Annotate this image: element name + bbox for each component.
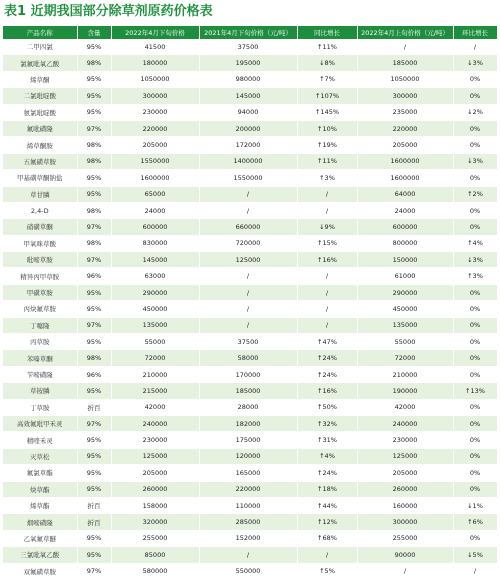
content-cell: 95%	[77, 383, 111, 399]
table-row	[3, 399, 497, 415]
table-row	[3, 39, 497, 55]
price-2022-early-apr-cell: 135000	[357, 317, 453, 333]
product-name-cell: 精喹禾灵	[3, 432, 77, 448]
col-header: 同比增长	[297, 26, 357, 39]
content-cell: 98%	[77, 137, 111, 153]
content-cell: 95%	[77, 465, 111, 481]
price-2021-late-apr-cell: 145000	[199, 88, 297, 104]
table-row	[3, 153, 497, 169]
price-2022-early-apr-cell: 42000	[357, 399, 453, 415]
table-row	[3, 137, 497, 153]
price-2022-early-apr-cell: 61000	[357, 268, 453, 284]
price-2022-early-apr-cell: 235000	[357, 104, 453, 120]
table-row	[3, 301, 497, 317]
price-2022-late-apr-cell: 85000	[111, 547, 199, 563]
price-2022-late-apr-cell: 63000	[111, 268, 199, 284]
col-header: 2022年4月上旬价格（元/吨）	[357, 26, 453, 39]
content-cell: 97%	[77, 252, 111, 268]
product-name-cell: 烯草酯	[3, 497, 77, 513]
product-name-cell: 三氯吡氧乙酸	[3, 547, 77, 563]
content-cell: 95%	[77, 88, 111, 104]
price-2021-late-apr-cell: 220000	[199, 481, 297, 497]
mom-change-cell: 0%	[453, 415, 497, 431]
table-row	[3, 530, 497, 546]
content-cell: 95%	[77, 186, 111, 202]
content-cell: 97%	[77, 120, 111, 136]
mom-change-cell: ↑3%	[453, 268, 497, 284]
price-2022-late-apr-cell: 72000	[111, 350, 199, 366]
mom-change-cell: ↑13%	[453, 383, 497, 399]
table-row	[3, 252, 497, 268]
mom-change-cell: /	[453, 39, 497, 55]
price-2022-early-apr-cell: 90000	[357, 547, 453, 563]
price-2022-early-apr-cell: 125000	[357, 448, 453, 464]
mom-change-cell: ↓5%	[453, 547, 497, 563]
price-2022-early-apr-cell: 260000	[357, 481, 453, 497]
product-name-cell: 丙草胺	[3, 334, 77, 350]
product-name-cell: 氟吡磺隆	[3, 120, 77, 136]
mom-change-cell: ↓3%	[453, 252, 497, 268]
table-row	[3, 465, 497, 481]
price-2022-late-apr-cell: 580000	[111, 563, 199, 579]
content-cell: 折百	[77, 497, 111, 513]
yoy-change-cell: /	[297, 268, 357, 284]
price-2022-late-apr-cell: 205000	[111, 137, 199, 153]
table-row	[3, 219, 497, 235]
price-2021-late-apr-cell: /	[199, 547, 297, 563]
price-2022-early-apr-cell: 800000	[357, 235, 453, 251]
price-2022-late-apr-cell: 240000	[111, 415, 199, 431]
price-2021-late-apr-cell: 185000	[199, 383, 297, 399]
price-2022-early-apr-cell: 205000	[357, 465, 453, 481]
mom-change-cell: /	[453, 563, 497, 579]
price-2022-early-apr-cell: /	[357, 563, 453, 579]
price-2022-late-apr-cell: 450000	[111, 301, 199, 317]
price-2022-early-apr-cell: 300000	[357, 88, 453, 104]
yoy-change-cell: /	[297, 301, 357, 317]
mom-change-cell: 0%	[453, 317, 497, 333]
table-row	[3, 71, 497, 87]
table-row	[3, 563, 497, 579]
table-header-row	[3, 26, 497, 39]
price-2021-late-apr-cell: 170000	[199, 366, 297, 382]
mom-change-cell: ↓3%	[453, 55, 497, 71]
content-cell: 95%	[77, 104, 111, 120]
table-row	[3, 55, 497, 71]
price-2022-late-apr-cell: 230000	[111, 104, 199, 120]
price-2021-late-apr-cell: 1550000	[199, 170, 297, 186]
yoy-change-cell: ↑5%	[297, 563, 357, 579]
mom-change-cell: ↓3%	[453, 153, 497, 169]
price-2021-late-apr-cell: 195000	[199, 55, 297, 71]
yoy-change-cell: ↑24%	[297, 350, 357, 366]
mom-change-cell: 0%	[453, 350, 497, 366]
yoy-change-cell: /	[297, 317, 357, 333]
price-2021-late-apr-cell: /	[199, 202, 297, 218]
price-2021-late-apr-cell: 660000	[199, 219, 297, 235]
mom-change-cell: 0%	[453, 465, 497, 481]
price-2021-late-apr-cell: 37500	[199, 334, 297, 350]
table-row	[3, 481, 497, 497]
mom-change-cell: 0%	[453, 170, 497, 186]
content-cell: 97%	[77, 317, 111, 333]
price-2022-early-apr-cell: 290000	[357, 284, 453, 300]
price-2022-late-apr-cell: 42000	[111, 399, 199, 415]
table-row	[3, 448, 497, 464]
price-2022-early-apr-cell: 64000	[357, 186, 453, 202]
content-cell: 98%	[77, 55, 111, 71]
yoy-change-cell: ↑16%	[297, 383, 357, 399]
table-row	[3, 514, 497, 530]
content-cell: 96%	[77, 268, 111, 284]
price-2022-late-apr-cell: 24000	[111, 202, 199, 218]
yoy-change-cell: ↓8%	[297, 55, 357, 71]
price-2022-early-apr-cell: 450000	[357, 301, 453, 317]
price-2021-late-apr-cell: 120000	[199, 448, 297, 464]
product-name-cell: 丁噻隆	[3, 317, 77, 333]
price-2022-early-apr-cell: 1050000	[357, 71, 453, 87]
yoy-change-cell: ↑31%	[297, 432, 357, 448]
content-cell: 95%	[77, 530, 111, 546]
yoy-change-cell: ↑68%	[297, 530, 357, 546]
price-2022-late-apr-cell: 210000	[111, 366, 199, 382]
price-2022-late-apr-cell: 125000	[111, 448, 199, 464]
price-2022-late-apr-cell: 180000	[111, 55, 199, 71]
herbicide-price-table	[3, 26, 498, 580]
content-cell: 96%	[77, 366, 111, 382]
yoy-change-cell: ↑4%	[297, 448, 357, 464]
yoy-change-cell: ↑24%	[297, 465, 357, 481]
price-2021-late-apr-cell: 1400000	[199, 153, 297, 169]
price-2021-late-apr-cell: 182000	[199, 415, 297, 431]
table-row	[3, 432, 497, 448]
product-name-cell: 苄嘧磺隆	[3, 366, 77, 382]
price-2022-early-apr-cell: 300000	[357, 514, 453, 530]
price-2021-late-apr-cell: /	[199, 301, 297, 317]
content-cell: 折百	[77, 514, 111, 530]
product-name-cell: 高效氟吡甲禾灵	[3, 415, 77, 431]
price-2022-late-apr-cell: 830000	[111, 235, 199, 251]
product-name-cell: 甲氧咪草酸	[3, 235, 77, 251]
product-name-cell: 氯氟吡氧乙酸	[3, 55, 77, 71]
content-cell: 97%	[77, 219, 111, 235]
price-2021-late-apr-cell: 37500	[199, 39, 297, 55]
product-name-cell: 吡嘧草胺	[3, 252, 77, 268]
price-2022-late-apr-cell: 145000	[111, 252, 199, 268]
mom-change-cell: ↓1%	[453, 497, 497, 513]
price-2022-late-apr-cell: 260000	[111, 481, 199, 497]
price-2022-late-apr-cell: 41500	[111, 39, 199, 55]
product-name-cell: 烟嘧磺隆	[3, 514, 77, 530]
product-name-cell: 二甲四氯	[3, 39, 77, 55]
price-2022-early-apr-cell: 185000	[357, 55, 453, 71]
price-2022-early-apr-cell: 210000	[357, 366, 453, 382]
price-2022-early-apr-cell: 600000	[357, 219, 453, 235]
product-name-cell: 二氯吡啶酸	[3, 88, 77, 104]
content-cell: 98%	[77, 153, 111, 169]
product-name-cell: 乙氧氟草醚	[3, 530, 77, 546]
price-2022-early-apr-cell: 150000	[357, 252, 453, 268]
yoy-change-cell: ↑24%	[297, 366, 357, 382]
product-name-cell: 精异丙甲草胺	[3, 268, 77, 284]
mom-change-cell: 0%	[453, 432, 497, 448]
content-cell: 95%	[77, 170, 111, 186]
price-2021-late-apr-cell: 172000	[199, 137, 297, 153]
table-row	[3, 317, 497, 333]
table-row	[3, 284, 497, 300]
price-2022-early-apr-cell: 72000	[357, 350, 453, 366]
content-cell: 95%	[77, 432, 111, 448]
price-2022-early-apr-cell: 190000	[357, 383, 453, 399]
product-name-cell: 氟氯草酯	[3, 465, 77, 481]
content-cell: 折百	[77, 399, 111, 415]
yoy-change-cell: ↑16%	[297, 252, 357, 268]
table-row	[3, 415, 497, 431]
price-2021-late-apr-cell: 165000	[199, 465, 297, 481]
price-2021-late-apr-cell: 152000	[199, 530, 297, 546]
yoy-change-cell: ↑50%	[297, 399, 357, 415]
content-cell: 95%	[77, 334, 111, 350]
yoy-change-cell: ↑12%	[297, 514, 357, 530]
product-name-cell: 草甘膦	[3, 186, 77, 202]
price-2021-late-apr-cell: 125000	[199, 252, 297, 268]
price-2022-early-apr-cell: 160000	[357, 497, 453, 513]
price-2022-late-apr-cell: 1600000	[111, 170, 199, 186]
price-2021-late-apr-cell: 285000	[199, 514, 297, 530]
price-2021-late-apr-cell: 980000	[199, 71, 297, 87]
price-2022-late-apr-cell: 255000	[111, 530, 199, 546]
mom-change-cell: 0%	[453, 137, 497, 153]
product-name-cell: 甲基磺草酮钠盐	[3, 170, 77, 186]
mom-change-cell: 0%	[453, 366, 497, 382]
table-row	[3, 350, 497, 366]
yoy-change-cell: ↓9%	[297, 219, 357, 235]
yoy-change-cell: ↑3%	[297, 170, 357, 186]
table-row	[3, 547, 497, 563]
content-cell: 97%	[77, 415, 111, 431]
table-title: 表1 近期我国部分除草剂原药价格表	[4, 4, 213, 19]
mom-change-cell: 0%	[453, 120, 497, 136]
content-cell: 95%	[77, 301, 111, 317]
content-cell: 98%	[77, 235, 111, 251]
content-cell: 98%	[77, 350, 111, 366]
price-2021-late-apr-cell: 28000	[199, 399, 297, 415]
price-2022-late-apr-cell: 600000	[111, 219, 199, 235]
product-name-cell: 苯嗪草酮	[3, 350, 77, 366]
content-cell: 97%	[77, 563, 111, 579]
mom-change-cell: 0%	[453, 448, 497, 464]
price-2022-late-apr-cell: 290000	[111, 284, 199, 300]
price-2021-late-apr-cell: /	[199, 317, 297, 333]
price-2022-late-apr-cell: 158000	[111, 497, 199, 513]
yoy-change-cell: ↑10%	[297, 120, 357, 136]
table-row	[3, 334, 497, 350]
price-2021-late-apr-cell: /	[199, 284, 297, 300]
yoy-change-cell: /	[297, 284, 357, 300]
price-2021-late-apr-cell: 175000	[199, 432, 297, 448]
col-header: 2021年4月下旬价格（元/吨）	[199, 26, 297, 39]
price-2021-late-apr-cell: 550000	[199, 563, 297, 579]
table-row	[3, 202, 497, 218]
mom-change-cell: ↑4%	[453, 235, 497, 251]
table-row	[3, 170, 497, 186]
mom-change-cell: 0%	[453, 71, 497, 87]
product-name-cell: 硝磺草酮	[3, 219, 77, 235]
price-2021-late-apr-cell: 720000	[199, 235, 297, 251]
yoy-change-cell: ↑11%	[297, 39, 357, 55]
table-row	[3, 104, 497, 120]
yoy-change-cell: /	[297, 186, 357, 202]
mom-change-cell: ↑2%	[453, 186, 497, 202]
yoy-change-cell: ↑32%	[297, 415, 357, 431]
price-2021-late-apr-cell: /	[199, 268, 297, 284]
price-2022-late-apr-cell: 1550000	[111, 153, 199, 169]
price-2021-late-apr-cell: /	[199, 186, 297, 202]
table-row	[3, 383, 497, 399]
product-name-cell: 丙炔氟草胺	[3, 301, 77, 317]
product-name-cell: 烯草酮胺	[3, 137, 77, 153]
yoy-change-cell: ↑11%	[297, 153, 357, 169]
table-row	[3, 366, 497, 382]
mom-change-cell: 0%	[453, 202, 497, 218]
mom-change-cell: 0%	[453, 301, 497, 317]
price-2022-late-apr-cell: 135000	[111, 317, 199, 333]
content-cell: 95%	[77, 448, 111, 464]
price-2022-early-apr-cell: 240000	[357, 415, 453, 431]
yoy-change-cell: ↑15%	[297, 235, 357, 251]
content-cell: 95%	[77, 71, 111, 87]
col-header: 环比增长	[453, 26, 497, 39]
mom-change-cell: ↓2%	[453, 104, 497, 120]
price-2022-late-apr-cell: 220000	[111, 120, 199, 136]
yoy-change-cell: ↑47%	[297, 334, 357, 350]
yoy-change-cell: ↑19%	[297, 137, 357, 153]
yoy-change-cell: ↑107%	[297, 88, 357, 104]
price-2022-early-apr-cell: 55000	[357, 334, 453, 350]
product-name-cell: 氨氯吡啶酸	[3, 104, 77, 120]
price-2022-late-apr-cell: 205000	[111, 465, 199, 481]
table-row	[3, 120, 497, 136]
yoy-change-cell: ↑7%	[297, 71, 357, 87]
product-name-cell: 灭草松	[3, 448, 77, 464]
mom-change-cell: 0%	[453, 88, 497, 104]
price-2022-late-apr-cell: 320000	[111, 514, 199, 530]
price-2021-late-apr-cell: 110000	[199, 497, 297, 513]
table-row	[3, 88, 497, 104]
mom-change-cell: 0%	[453, 334, 497, 350]
price-2022-late-apr-cell: 65000	[111, 186, 199, 202]
price-2022-early-apr-cell: 255000	[357, 530, 453, 546]
price-2022-early-apr-cell: /	[357, 39, 453, 55]
price-2021-late-apr-cell: 94000	[199, 104, 297, 120]
table-row	[3, 268, 497, 284]
price-2022-early-apr-cell: 205000	[357, 137, 453, 153]
product-name-cell: 双氟磺草胺	[3, 563, 77, 579]
product-name-cell: 烯草酮	[3, 71, 77, 87]
col-header: 产品名称	[3, 26, 77, 39]
yoy-change-cell: /	[297, 202, 357, 218]
product-name-cell: 丁草胺	[3, 399, 77, 415]
content-cell: 95%	[77, 481, 111, 497]
yoy-change-cell: ↑44%	[297, 497, 357, 513]
price-2022-late-apr-cell: 1050000	[111, 71, 199, 87]
mom-change-cell: 0%	[453, 284, 497, 300]
yoy-change-cell: ↑18%	[297, 481, 357, 497]
product-name-cell: 甲磺草胺	[3, 284, 77, 300]
price-2022-late-apr-cell: 55000	[111, 334, 199, 350]
content-cell: 95%	[77, 284, 111, 300]
mom-change-cell: 0%	[453, 219, 497, 235]
product-name-cell: 炔草酯	[3, 481, 77, 497]
price-2022-late-apr-cell: 300000	[111, 88, 199, 104]
price-2022-late-apr-cell: 215000	[111, 383, 199, 399]
content-cell: 98%	[77, 202, 111, 218]
mom-change-cell: ↑6%	[453, 514, 497, 530]
table-row	[3, 235, 497, 251]
price-2022-late-apr-cell: 230000	[111, 432, 199, 448]
product-name-cell: 2,4-D	[3, 202, 77, 218]
price-2022-early-apr-cell: 230000	[357, 432, 453, 448]
mom-change-cell: 0%	[453, 530, 497, 546]
content-cell: 95%	[77, 547, 111, 563]
product-name-cell: 草铵膦	[3, 383, 77, 399]
table-row	[3, 186, 497, 202]
col-header: 含量	[77, 26, 111, 39]
price-2022-early-apr-cell: 1600000	[357, 170, 453, 186]
col-header: 2022年4月下旬价格	[111, 26, 199, 39]
yoy-change-cell: ↑145%	[297, 104, 357, 120]
price-2022-early-apr-cell: 220000	[357, 120, 453, 136]
price-2021-late-apr-cell: 200000	[199, 120, 297, 136]
product-name-cell: 五氟磺草胺	[3, 153, 77, 169]
mom-change-cell: 0%	[453, 399, 497, 415]
price-2022-early-apr-cell: 24000	[357, 202, 453, 218]
yoy-change-cell: /	[297, 547, 357, 563]
mom-change-cell: 0%	[453, 481, 497, 497]
table-row	[3, 497, 497, 513]
price-2021-late-apr-cell: 58000	[199, 350, 297, 366]
content-cell: 95%	[77, 39, 111, 55]
price-2022-early-apr-cell: 1600000	[357, 153, 453, 169]
